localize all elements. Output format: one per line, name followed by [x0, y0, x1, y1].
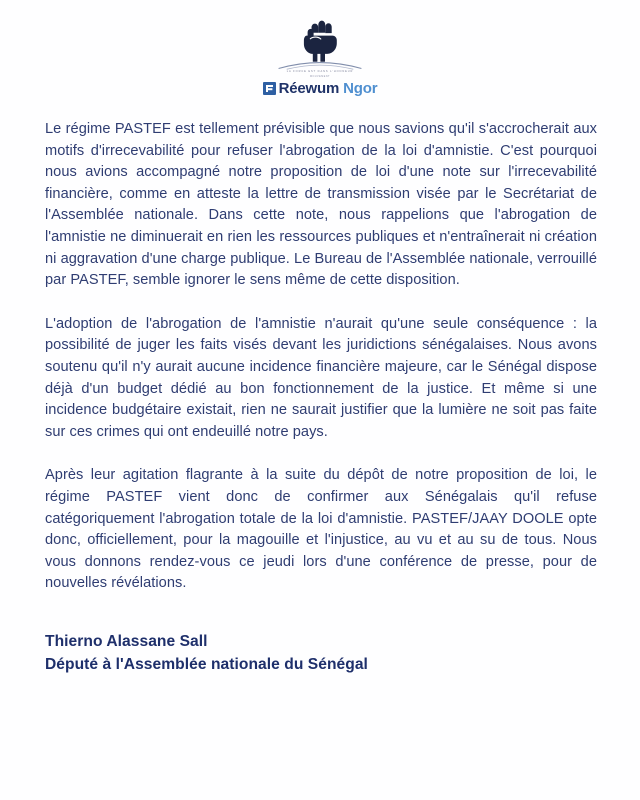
logo-wordmark	[263, 81, 378, 96]
body-paragraph: L'adoption de l'abrogation de l'amnistie n'aurait qu'une seule conséquence : la possibilité de juger les faits visés devant les juridictions sénégalaises. Nous avons soutenu qu'il n'y aurait aucune incidence financière majeure, car le Sénégal dispose déjà d'un budget dédié au bon fonctionnement de la justice. Et même si une incidence budgétaire existait, rien ne saurait justifier que la lumière ne soit pas faite sur ces crimes qui ont endeuillé notre pays.	[45, 315, 597, 440]
signatory-title: Député à l'Assemblée nationale du Sénégal	[45, 655, 368, 673]
body-paragraph: Après leur agitation flagrante à la suite du dépôt de notre proposition de loi, le régime PASTEF vient donc de confirmer aux Sénégalais qu'il refuse catégoriquement l'abrogation totale de la loi d'amnistie. PASTEF/JAAY DOOLE opte donc, officiellement, pour la magouille et l'injustice, au vu et au su de tous. Nous vous donnons rendez-vous ce jeudi lors d'une conférence de presse, pour de nouvelles révélations.	[45, 467, 597, 592]
signatory-name: Thierno Alassane Sall	[45, 632, 208, 650]
body-paragraph: Le régime PASTEF est tellement prévisible que nous savions qu'il s'accrocherait aux motifs d'irrecevabilité pour refuser l'abrogation de la loi d'amnistie. C'est pourquoi nous avions accompagné notre proposition de loi d'une note sur l'irrecevabilité financière, comme en atteste la lettre de transmission visée par le Secrétariat de l'Assemblée nationale. Dans cette note, nous rappelions que l'abrogation de l'amnistie ne diminuerait en rien les ressources publiques et n'entraînerait ni création ni aggravation d'une charge publique. Le Bureau de l'Assemblée nationale, verrouillé par PASTEF, semble ignorer le sens même de cette disposition.	[45, 121, 597, 289]
document-body	[45, 96, 597, 676]
wordmark-primary-text: Réewum	[278, 80, 340, 97]
wordmark-accent-text: Ngor	[343, 80, 378, 97]
organization-logo	[255, 14, 385, 96]
logo-badge-icon	[263, 82, 276, 95]
logo-subtagline: MOUVEMENT	[309, 74, 331, 78]
raised-fist-icon	[297, 14, 343, 62]
logo-tagline: LA FORCE EST DANS L'HONNEUR	[286, 70, 354, 73]
swoosh-decoration-icon	[277, 59, 363, 70]
letterhead	[0, 0, 640, 96]
signature-block	[45, 630, 597, 676]
